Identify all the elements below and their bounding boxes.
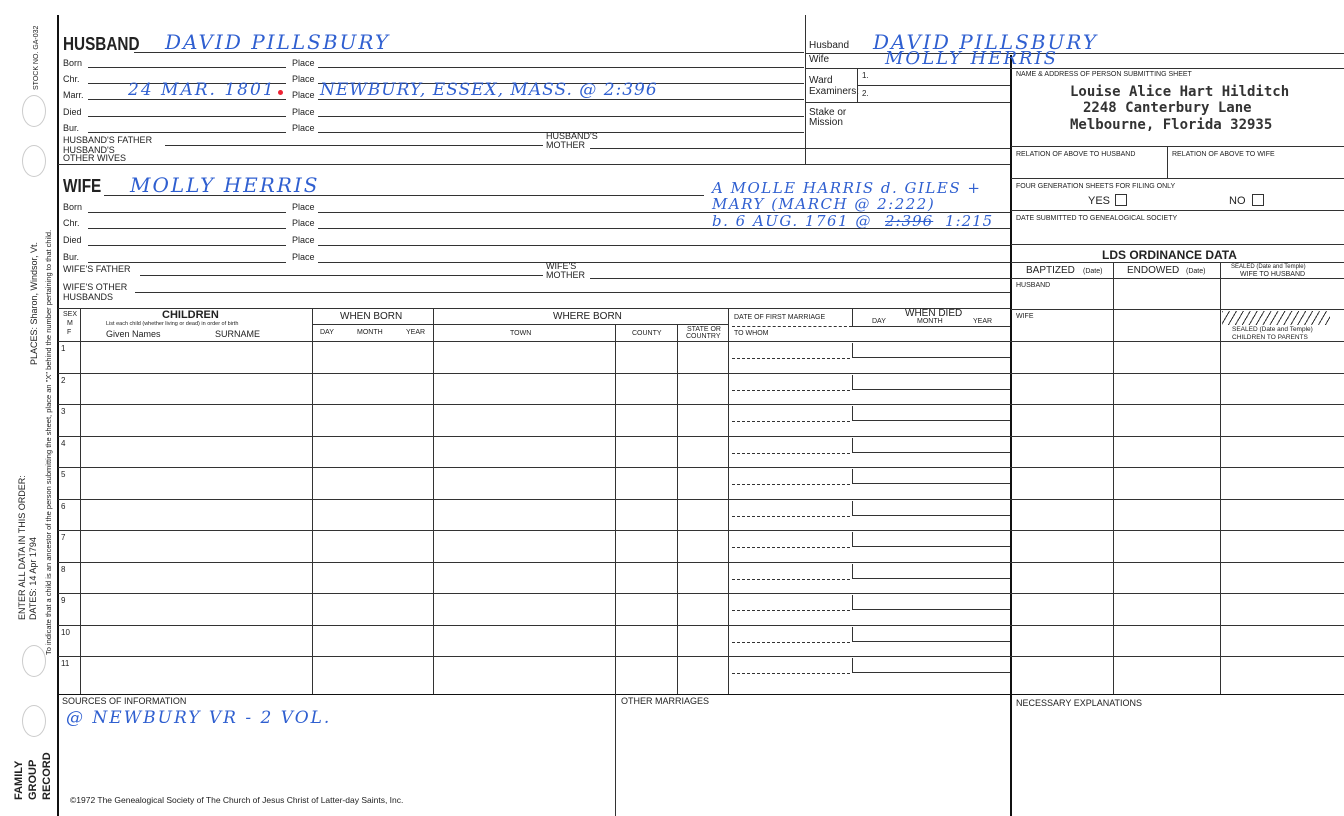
line: [318, 212, 1010, 213]
marriage-dashed-line: [732, 453, 850, 454]
wife-died-label: Died: [63, 235, 82, 245]
husband-chr-label: Chr.: [63, 74, 80, 84]
right-husband-label: Husband: [809, 40, 850, 51]
died-bracket: [852, 406, 853, 420]
place-label: Place: [292, 252, 315, 262]
child-row-number: 5: [61, 470, 66, 479]
binder-hole: [22, 645, 46, 677]
sealed-wife-label-2: WIFE TO HUSBAND: [1240, 271, 1306, 278]
child-row-number: 7: [61, 533, 66, 542]
marriage-dashed-line: [732, 673, 850, 674]
child-row-number: 11: [61, 659, 70, 668]
died-day-label: DAY: [872, 318, 886, 325]
right-husband-name: DAVID PILLSBURY: [873, 30, 1099, 54]
col-line: [80, 308, 81, 694]
line: [88, 116, 286, 117]
line: [318, 262, 1010, 263]
county-label: COUNTY: [632, 330, 662, 337]
divider: [805, 15, 806, 165]
wife-name: MOLLY HERRIS: [130, 173, 320, 197]
marriage-place: NEWBURY, ESSEX, MASS. @ 2:396: [320, 80, 658, 100]
died-line: [852, 420, 1010, 421]
examiner-1: 1.: [862, 71, 869, 80]
husbands-other-wives-2: OTHER WIVES: [63, 153, 127, 163]
died-bracket: [852, 501, 853, 515]
no-checkbox[interactable]: [1252, 194, 1264, 206]
died-bracket: [852, 627, 853, 641]
child-row-number: 9: [61, 596, 66, 605]
wife-note-1: A MOLLE HARRIS d. GILES +: [712, 179, 982, 197]
died-line: [852, 452, 1010, 453]
to-whom-label: TO WHOM: [734, 330, 769, 337]
col-line: [433, 308, 434, 694]
stake-label-2: Mission: [809, 117, 843, 128]
sex-label: SEX: [63, 311, 78, 318]
hatched-cell: [1222, 311, 1330, 325]
line: [806, 102, 1010, 103]
line: [88, 212, 286, 213]
record-title-3: RECORD: [41, 752, 53, 800]
sealed-children-label-2: CHILDREN TO PARENTS: [1232, 334, 1308, 341]
line: [88, 245, 286, 246]
wifes-other-husbands-1: WIFE'S OTHER: [63, 282, 128, 292]
line: [1011, 262, 1344, 263]
lds-husband-label: HUSBAND: [1016, 282, 1051, 289]
endowed-date-label: (Date): [1186, 268, 1206, 275]
husbands-mother-label-2: MOTHER: [546, 140, 585, 150]
submitter-name: Louise Alice Hart Hilditch: [1070, 84, 1290, 100]
dates-order: DATES: 14 Apr 1794: [28, 537, 38, 620]
died-bracket: [852, 469, 853, 483]
line: [1011, 146, 1344, 147]
line: [1167, 146, 1168, 178]
line: [88, 262, 286, 263]
ancestor-instruction: To indicate that a child is an ancestor of the person submitting the sheet, place an "X" behind the number pertaining to that child.: [44, 229, 53, 655]
died-bracket: [852, 375, 853, 389]
died-bracket: [852, 343, 853, 357]
died-bracket: [852, 532, 853, 546]
stock-number: STOCK NO. GA-032: [33, 25, 40, 90]
when-born-label: WHEN BORN: [340, 311, 403, 322]
other-marriages-label: OTHER MARRIAGES: [621, 696, 710, 706]
wife-born-label: Born: [63, 202, 83, 212]
binder-hole: [22, 145, 46, 177]
submitter-address-2: Melbourne, Florida 32935: [1070, 117, 1273, 133]
husband-marr-label: Marr.: [63, 90, 84, 100]
line: [1011, 309, 1344, 310]
stake-label-1: Stake or: [809, 107, 847, 118]
marriage-dashed-line: [732, 358, 850, 359]
first-marriage-label: DATE OF FIRST MARRIAGE: [734, 314, 826, 321]
red-dot-mark: [278, 90, 283, 95]
enter-data-order: ENTER ALL DATA IN THIS ORDER:: [17, 475, 27, 620]
husband-born-label: Born: [63, 58, 83, 68]
died-bracket: [852, 595, 853, 609]
husbands-father-label: HUSBAND'S FATHER: [63, 135, 153, 145]
lds-wife-label: WIFE: [1016, 313, 1034, 320]
marriage-dashed-line: [732, 421, 850, 422]
husband-died-label: Died: [63, 107, 82, 117]
marriage-date: 24 MAR. 1801: [128, 80, 276, 100]
child-row-line: [58, 467, 1344, 468]
husband-name: DAVID PILLSBURY: [165, 30, 391, 54]
child-row-line: [58, 625, 1344, 626]
child-row-line: [58, 373, 1344, 374]
wife-note-3-struck: 2:396: [885, 212, 934, 230]
sex-f-label: F: [67, 329, 72, 336]
sealed-children-label-1: SEALED (Date and Temple): [1232, 326, 1313, 333]
died-bracket: [852, 438, 853, 452]
child-row-number: 8: [61, 564, 66, 574]
submitter-address-1: 2248 Canterbury Lane: [1083, 100, 1252, 116]
line: [433, 324, 728, 325]
where-born-label: WHERE BORN: [553, 311, 622, 322]
line: [135, 292, 1010, 293]
died-line: [852, 546, 1010, 547]
line: [852, 308, 853, 326]
child-row-line: [58, 656, 1344, 657]
col-line: [728, 308, 729, 694]
right-wife-name: MOLLY HERRIS: [885, 48, 1058, 69]
children-title: CHILDREN: [162, 309, 219, 321]
marriage-dashed-line: [732, 516, 850, 517]
child-row-line: [58, 593, 1344, 594]
child-row-number: 1: [61, 344, 66, 353]
line: [1113, 262, 1114, 694]
col-line: [615, 694, 616, 816]
baptized-label: BAPTIZED: [1026, 265, 1075, 276]
line: [140, 275, 543, 276]
wifes-other-husbands-2: HUSBANDS: [63, 292, 114, 302]
places-order: PLACES: Sharon, Windsor, Vt.: [29, 241, 39, 365]
line: [88, 67, 286, 68]
marriage-dashed-line: [732, 390, 850, 391]
bottom-divider: [58, 694, 1344, 695]
yes-label: YES: [1088, 195, 1111, 207]
born-year-label: YEAR: [406, 329, 426, 336]
examiner-2: 2.: [862, 89, 869, 98]
place-label: Place: [292, 107, 315, 117]
state-label-2: COUNTRY: [686, 333, 721, 340]
right-wife-label: Wife: [809, 54, 829, 65]
place-label: Place: [292, 235, 315, 245]
header-bottom-line: [58, 341, 1344, 342]
dashed-line: [732, 326, 852, 327]
wife-label: WIFE: [63, 176, 102, 196]
when-died-label: WHEN DIED: [905, 308, 963, 319]
baptized-date-label: (Date): [1083, 268, 1103, 275]
child-row-number: 6: [61, 501, 66, 511]
relation-to-husband-label: RELATION OF ABOVE TO HUSBAND: [1016, 151, 1136, 158]
died-bracket: [852, 564, 853, 578]
line: [857, 85, 1010, 86]
marriage-dashed-line: [732, 642, 850, 643]
died-line: [852, 609, 1010, 610]
born-month-label: MONTH: [357, 329, 383, 336]
surname-label: SURNAME: [215, 329, 261, 339]
line: [1011, 178, 1344, 179]
wife-note-3: b. 6 AUG. 1761 @: [712, 212, 872, 230]
line: [1011, 210, 1344, 211]
record-title-1: FAMILY: [13, 760, 25, 800]
born-day-label: DAY: [320, 329, 334, 336]
line: [318, 245, 1010, 246]
relation-to-wife-label: RELATION OF ABOVE TO WIFE: [1172, 151, 1275, 158]
line: [1220, 262, 1221, 694]
ward-label: Ward: [809, 75, 833, 86]
place-label: Place: [292, 58, 315, 68]
died-month-label: MONTH: [917, 318, 943, 325]
state-label-1: STATE OR: [687, 326, 721, 333]
sources-value: @ NEWBURY VR - 2 VOL.: [66, 708, 332, 728]
line: [165, 145, 543, 146]
sex-m-label: M: [67, 320, 73, 327]
given-names-label: Given Names: [106, 329, 161, 339]
died-line: [852, 483, 1010, 484]
record-title-2: GROUP: [27, 759, 39, 800]
husband-bur-label: Bur.: [63, 123, 80, 133]
marriage-dashed-line: [732, 547, 850, 548]
died-line: [852, 672, 1010, 673]
section-divider: [58, 164, 1010, 165]
child-row-number: 3: [61, 407, 66, 416]
died-bracket: [852, 658, 853, 672]
wifes-mother-label-2: MOTHER: [546, 270, 585, 280]
wife-chr-label: Chr.: [63, 218, 80, 228]
submitter-label: NAME & ADDRESS OF PERSON SUBMITTING SHEET: [1016, 71, 1192, 78]
sources-label: SOURCES OF INFORMATION: [62, 696, 187, 706]
place-label: Place: [292, 90, 315, 100]
binder-hole: [22, 705, 46, 737]
husband-label: HUSBAND: [63, 34, 140, 54]
col-line: [677, 324, 678, 694]
col-line: [312, 308, 313, 694]
died-line: [852, 389, 1010, 390]
place-label: Place: [292, 123, 315, 133]
marriage-dashed-line: [732, 484, 850, 485]
necessary-explanations-label: NECESSARY EXPLANATIONS: [1016, 698, 1143, 708]
sealed-wife-label-1: SEALED (Date and Temple): [1231, 264, 1306, 270]
child-row-number: 10: [61, 627, 70, 637]
line: [312, 324, 433, 325]
place-label: Place: [292, 74, 315, 84]
place-label: Place: [292, 218, 315, 228]
binder-hole: [22, 95, 46, 127]
examiners-label: Examiners:: [809, 86, 860, 97]
child-row-number: 4: [61, 438, 66, 448]
yes-checkbox[interactable]: [1115, 194, 1127, 206]
child-row-line: [58, 436, 1344, 437]
endowed-label: ENDOWED: [1127, 265, 1180, 276]
died-line: [852, 641, 1010, 642]
line: [318, 67, 804, 68]
child-row-line: [58, 530, 1344, 531]
died-line: [852, 578, 1010, 579]
line: [88, 228, 286, 229]
child-row-line: [58, 562, 1344, 563]
line: [1011, 278, 1344, 279]
town-label: TOWN: [510, 330, 532, 337]
wifes-father-label: WIFE'S FATHER: [63, 264, 131, 274]
line: [88, 132, 286, 133]
wife-note-3-source: 1:215: [945, 212, 994, 230]
line: [852, 326, 1010, 327]
husbands-mother-label-1: HUSBAND'S: [546, 131, 598, 141]
died-line: [852, 515, 1010, 516]
line: [1011, 244, 1344, 245]
wife-note-2: MARY (MARCH @ 2:222): [712, 195, 936, 213]
place-label: Place: [292, 202, 315, 212]
line: [590, 278, 1010, 279]
lds-ordinance-title: LDS ORDINANCE DATA: [1102, 248, 1237, 262]
four-generation-label: FOUR GENERATION SHEETS FOR FILING ONLY: [1016, 183, 1176, 190]
husbands-other-wives-1: HUSBAND'S: [63, 145, 115, 155]
died-line: [852, 357, 1010, 358]
line: [318, 116, 804, 117]
wife-bur-label: Bur.: [63, 252, 80, 262]
line: [318, 228, 1010, 229]
col-line: [615, 324, 616, 694]
marriage-dashed-line: [732, 610, 850, 611]
form-left-border: [57, 15, 59, 816]
copyright: ©1972 The Genealogical Society of The Church of Jesus Christ of Latter-day Saints, Inc.: [70, 795, 404, 805]
line: [590, 148, 1010, 149]
marriage-dashed-line: [732, 579, 850, 580]
child-row-line: [58, 499, 1344, 500]
wifes-mother-label-1: WIFE'S: [546, 261, 577, 271]
child-row-number: 2: [61, 375, 66, 385]
date-submitted-label: DATE SUBMITTED TO GENEALOGICAL SOCIETY: [1016, 215, 1178, 222]
children-instruction: List each child (whether living or dead) in order of birth: [106, 321, 239, 327]
no-label: NO: [1229, 195, 1246, 207]
child-row-line: [58, 404, 1344, 405]
died-year-label: YEAR: [973, 318, 993, 325]
